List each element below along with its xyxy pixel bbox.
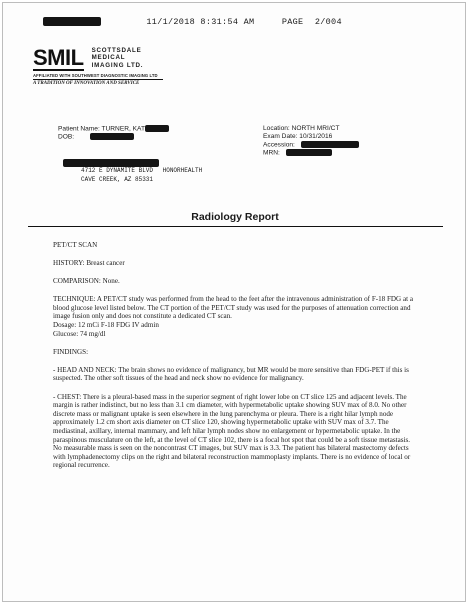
redaction-bar: [90, 133, 134, 140]
title-divider: [28, 226, 443, 227]
report-body: [53, 241, 413, 479]
findings-chest: - CHEST: There is a pleural-based mass in the superior segment of right lower lobe on CT slice 125 and adjacent levels. The margin is rather indistinct, but no less than 3.1 cm diameter, with hypermetabolic uptake showing SUV max of 8.0. No other discrete mass or malignant uptake is seen elsewhere in the lung parenchyma or pleura. There is a right hilar lymph node approximately 1.2 cm short axis diameter on CT slice 120, showing hypermetabolic uptake with SUV max of 3.7. The mediastinal, axillary, internal mammary, and left hilar lymph nodes show no enlargement or hypermetabolic uptake. In the paraspinous musculature on the left, at the level of CT slice 102, there is a focal hot spot that could be a soft tissue metastasis. No measurable mass is seen on the noncontrast CT images, but SUV max is 3.3. The patient has bilateral mastectomy defects with lymphadenectomy clips on the right and bilateral reconstruction mammoplasty implants. There is no evidence of local or regional recurrence.: [53, 392, 411, 470]
findings-heading: FINDINGS:: [53, 347, 89, 356]
patient-info-left: [58, 125, 169, 142]
redaction-bar: [286, 149, 332, 156]
redaction-bar: [43, 17, 101, 26]
patient-name-value: TURNER, KAT: [101, 125, 145, 133]
findings-head-neck: - HEAD AND NECK: The brain shows no evidence of malignancy, but MR would be more sensitive than FDG-PET if this is suspected. The other soft tissues of the head and neck show no evidence for malignancy.: [53, 365, 409, 383]
mrn-label: MRN:: [263, 149, 280, 157]
exam-type: PET/CT SCAN: [53, 241, 98, 249]
report-title: Radiology Report: [191, 211, 279, 223]
clinic-logo: [33, 47, 163, 86]
redaction-bar: [63, 159, 159, 167]
exam-date-label: Exam Date:: [263, 133, 298, 140]
glucose: Glucose: 74 mg/dl: [53, 329, 106, 338]
comparison: COMPARISON: None.: [53, 277, 120, 286]
dosage: Dosage: 12 mCi F-18 FDG IV admin: [53, 321, 159, 330]
redaction-bar: [301, 141, 359, 148]
fax-page-label: PAGE: [281, 17, 304, 27]
dob-label: DOB:: [58, 133, 75, 141]
address-org: HONORHEALTH: [162, 167, 203, 174]
address-line-2: CAVE CREEK, AZ 85331: [81, 175, 154, 183]
redaction-bar: [145, 125, 169, 132]
location-label: Location:: [263, 125, 290, 132]
logo-affiliation: AFFILIATED WITH SOUTHWEST DIAGNOSTIC IMAGING LTD: [33, 73, 158, 78]
fax-page: [2, 2, 466, 602]
logo-mark: SMIL: [33, 45, 84, 70]
technique: TECHNIQUE: A PET/CT study was performed from the head to the feet after the intravenous administration of F-18 FDG at a blood glucose level listed below. The CT portion of the PET/CT study was used for the purposes of attenuation correction and image fusion only and does not constitute a dedicated CT scan.: [53, 295, 413, 321]
logo-tagline: A TRADITION OF INNOVATION AND SERVICE: [33, 79, 163, 86]
address-line-1: 4712 E DYNAMITE BLVD: [81, 167, 154, 174]
fax-timestamp: 11/1/2018 8:31:54 AM: [146, 17, 255, 27]
patient-name-label: Patient Name:: [58, 125, 100, 133]
history: HISTORY: Breast cancer: [53, 259, 125, 268]
fax-header: [43, 17, 463, 27]
location-value: NORTH MRI/CT: [291, 125, 340, 132]
accession-label: Accession:: [263, 141, 295, 149]
logo-line-1: SCOTTSDALE: [91, 47, 142, 54]
fax-page-value: 2/004: [314, 17, 342, 27]
logo-wordmark: [92, 47, 144, 69]
patient-info-right: [263, 125, 433, 158]
logo-line-2: MEDICAL: [91, 54, 126, 62]
referring-address: [81, 167, 202, 184]
exam-date-value: 10/31/2016: [299, 133, 333, 140]
logo-line-3: IMAGING LTD.: [91, 61, 144, 69]
